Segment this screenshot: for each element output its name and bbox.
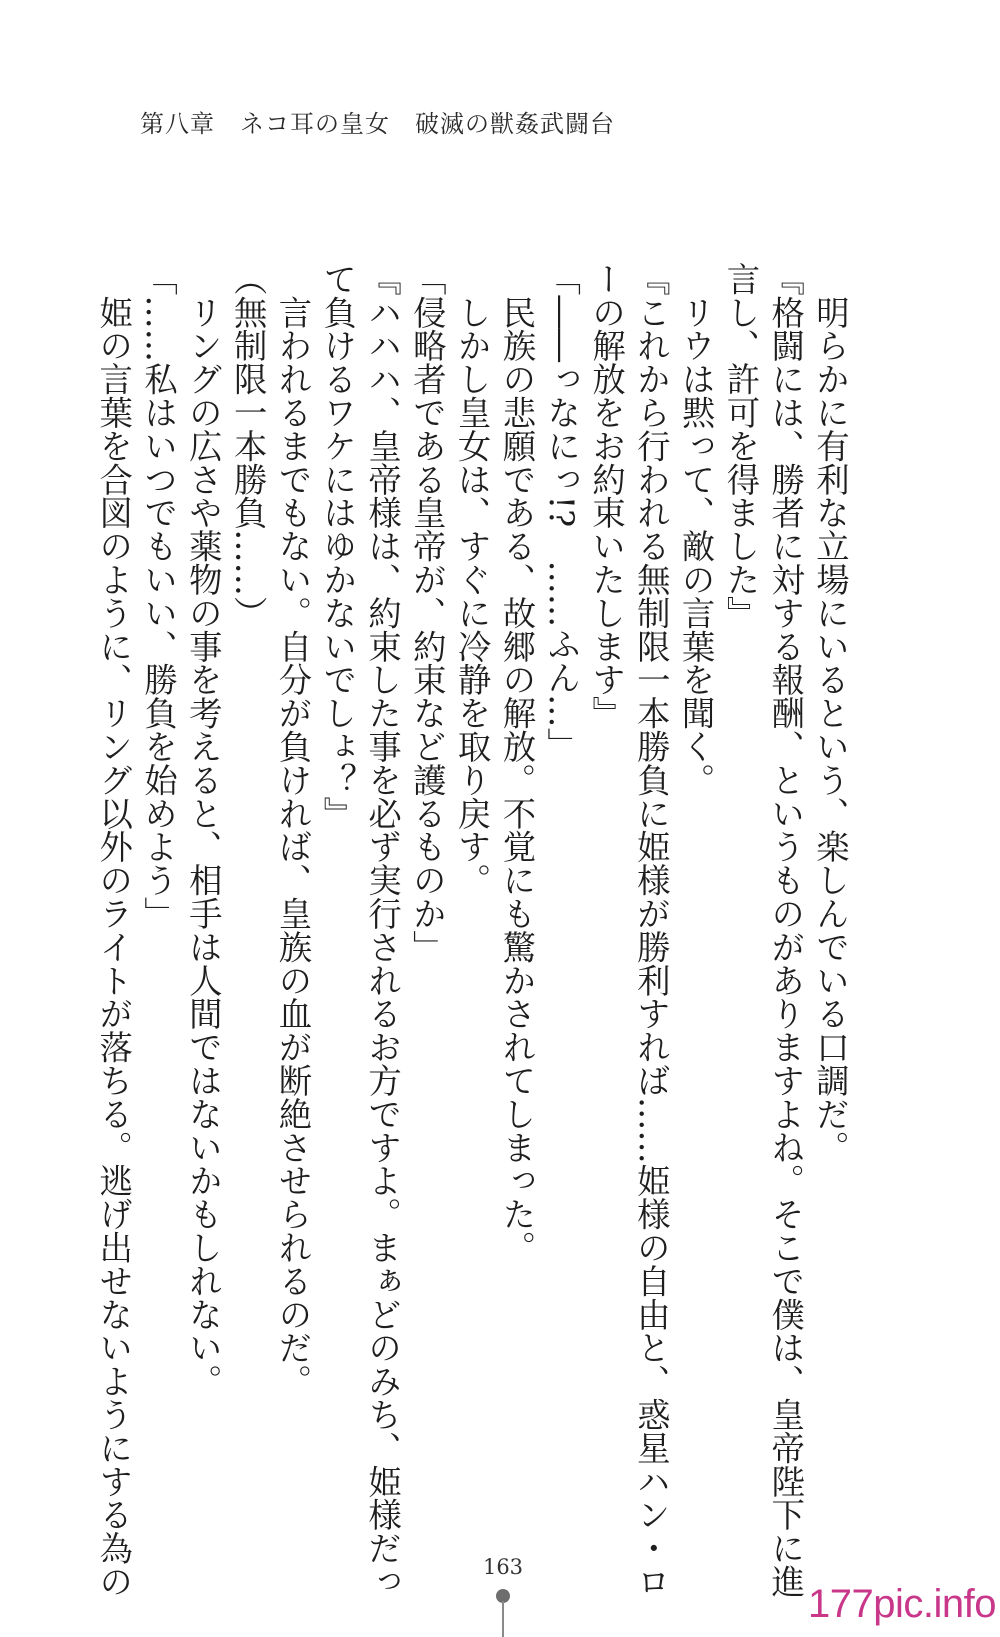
watermark-text: 177pic.info (808, 1582, 996, 1626)
text-line: 『これから行われる無制限一本勝負に姫様が勝利すれば……姫様の自由と、惑星ハン・ロ (631, 262, 671, 1598)
text-line: 姫の言葉を合図のように、リング以外のライトが落ちる。逃げ出せないようにする為の (94, 262, 134, 1598)
text-line: 言し、許可を得ました』 (721, 262, 761, 630)
text-line: 民族の悲願である、故郷の解放。不覚にも驚かされてしまった。 (497, 262, 537, 1264)
text-line: （無制限一本勝負……） (228, 262, 268, 630)
text-line: 『ハハハ、皇帝様は、約束した事を必ず実行されるお方ですよ。まぁどのみち、姫様だっ (363, 262, 403, 1598)
text-line: 明らかに有利な立場にいるという、楽しんでいる口調だ。 (811, 262, 850, 1164)
text-line: 『格闘には、勝者に対する報酬、というものがありますよね。そこで僕は、皇帝陛下に進 (766, 262, 806, 1598)
text-line: て負けるワケにはゆかないでしょ？』 (318, 262, 358, 830)
text-line: リウは黙って、敵の言葉を聞く。 (676, 262, 716, 797)
marker-stem (502, 1601, 504, 1637)
text-line: リングの広さや薬物の事を考えると、相手は人間ではないかもしれない。 (183, 262, 223, 1398)
page-number: 163 (482, 1555, 524, 1579)
pin-marker-icon (496, 1589, 510, 1637)
text-line: しかし皇女は、すぐに冷静を取り戻す。 (452, 262, 492, 897)
text-line: 言われるまでもない。自分が負ければ、皇族の血が断絶させられるのだ。 (273, 262, 313, 1398)
text-line: 「――っなにっ!? ……ふん…」 (542, 262, 582, 761)
text-line: 「侵略者である皇帝が、約束など護るものか」 (407, 262, 447, 964)
running-header: 第八章 ネコ耳の皇女 破滅の獣姦武闘台 (140, 110, 615, 138)
text-line: ーの解放をお約束いたします』 (587, 262, 627, 730)
text-line: 「……私はいつでもいい、勝負を始めよう」 (139, 262, 179, 930)
